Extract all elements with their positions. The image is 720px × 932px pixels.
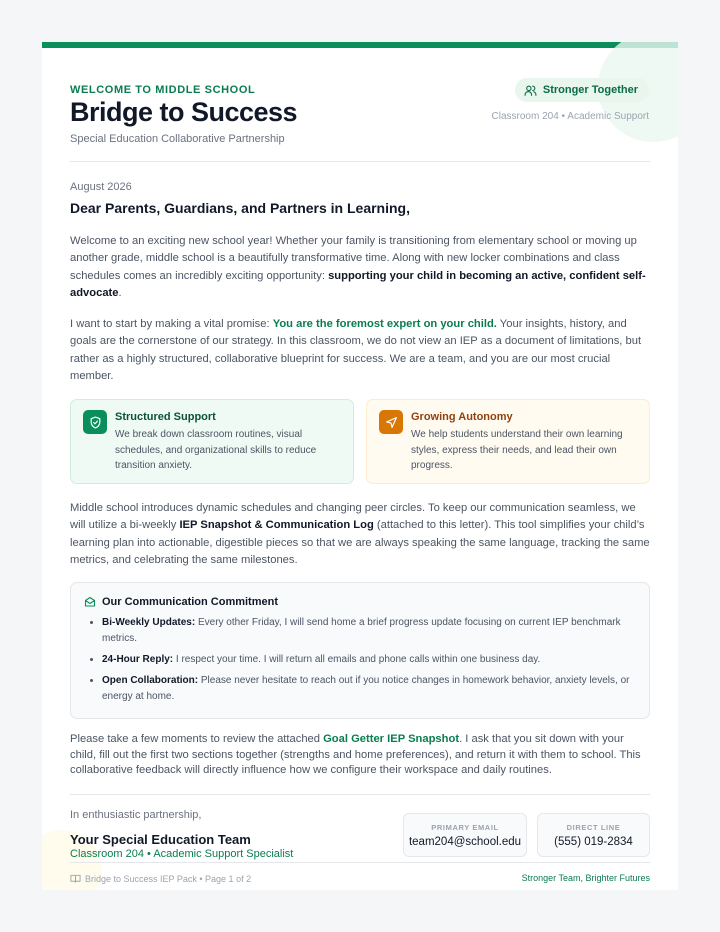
card-body: We help students understand their own learning styles, express their needs, and lead their own progress. — [411, 429, 623, 471]
card-title: Structured Support — [115, 411, 216, 423]
team-name: Your Special Education Team — [70, 832, 251, 847]
divider — [70, 794, 650, 795]
eyebrow-label: WELCOME TO MIDDLE SCHOOL — [70, 84, 256, 96]
accent-bar — [42, 42, 678, 48]
badge-label: Stronger Together — [542, 84, 638, 96]
stronger-together-badge — [515, 78, 649, 102]
paragraph-promise: I want to start by making a vital promise: You are the foremost expert on your child. Your insights, history, and goals are the cornerstone of our strategy. In this classroom, we do not view an IEP as a document of limitations, but rather as a highly structured, collaborative blueprint for success. We are a team, and you are our most crucial member. — [70, 318, 642, 382]
email-contact-box[interactable] — [403, 813, 527, 857]
phone-contact-box[interactable] — [537, 813, 650, 857]
communication-commitment-box — [70, 582, 650, 719]
list-item: • Open Collaboration: Please never hesitate to reach out if you notice changes in homework behavior, anxiety levels, or energy at home. — [102, 673, 632, 705]
paragraph-communication: Middle school introduces dynamic schedules and changing peer circles. To keep our communication seamless, we will utilize a bi-weekly IEP Snapshot & Communication Log (attached to this letter). This tool simplifies your child’s learning plan into actionable, digestible pieces so that we are always speaking the same language, tracking the same metrics, and celebrating the same milestones. — [70, 502, 650, 566]
phone-label: DIRECT LINE — [566, 823, 621, 832]
navigation-arrow-icon — [385, 416, 398, 429]
commitment-list — [91, 615, 632, 710]
footer-left: Bridge to Success IEP Pack • Page 1 of 2 — [70, 873, 251, 884]
list-item: • Bi-Weekly Updates: Every other Friday, I will send home a brief progress update focusing on current IEP benchmark metrics. — [102, 615, 632, 647]
book-open-icon — [70, 873, 81, 884]
card-title: Growing Autonomy — [411, 411, 513, 423]
classroom-label: Classroom 204 • Academic Support — [491, 111, 649, 122]
card-icon-box — [379, 410, 403, 434]
paragraph-intro: Welcome to an exciting new school year! Whether your family is transitioning from elementary school or moving up another grade, middle school is a beautifully transformative time. Along with new locker combinations and class schedules comes an incredibly exciting opportunity: supporting your child in becoming an active, confident self-advocate. — [70, 235, 646, 299]
team-role: Classroom 204 • Academic Support Specialist — [70, 848, 294, 860]
letter-page — [42, 42, 678, 890]
structured-support-card — [70, 399, 354, 484]
paragraph-snapshot: Please take a few moments to review the attached Goal Getter IEP Snapshot. I ask that you sit down with your child, fill out the first two sections together (strengths and home preferences), and return it with them to school. This collaborative feedback will directly influence how we configure their workspace and daily routines. — [70, 733, 641, 776]
email-value[interactable]: team204@school.edu — [408, 836, 522, 848]
letter-greeting: Dear Parents, Guardians, and Partners in Learning, — [70, 200, 410, 216]
shield-check-icon — [89, 416, 102, 429]
divider — [70, 161, 650, 162]
list-item: • 24-Hour Reply: I respect your time. I will return all emails and phone calls within one business day. — [102, 652, 632, 668]
email-label: PRIMARY EMAIL — [431, 823, 499, 832]
signoff: In enthusiastic partnership, — [70, 809, 202, 821]
commitment-heading: Our Communication Commitment — [84, 596, 278, 608]
users-icon — [524, 84, 537, 97]
phone-value[interactable]: (555) 019-2834 — [554, 836, 633, 848]
envelope-open-icon — [84, 596, 96, 608]
page-title: Bridge to Success — [70, 97, 298, 127]
card-body: We break down classroom routines, visual schedules, and organizational skills to reduce transition anxiety. — [115, 429, 317, 471]
card-icon-box — [83, 410, 107, 434]
divider — [70, 862, 650, 863]
footer-tagline: Stronger Team, Brighter Futures — [521, 873, 650, 883]
letter-date: August 2026 — [70, 181, 132, 193]
page-subtitle: Special Education Collaborative Partnership — [70, 133, 285, 145]
growing-autonomy-card — [366, 399, 650, 484]
